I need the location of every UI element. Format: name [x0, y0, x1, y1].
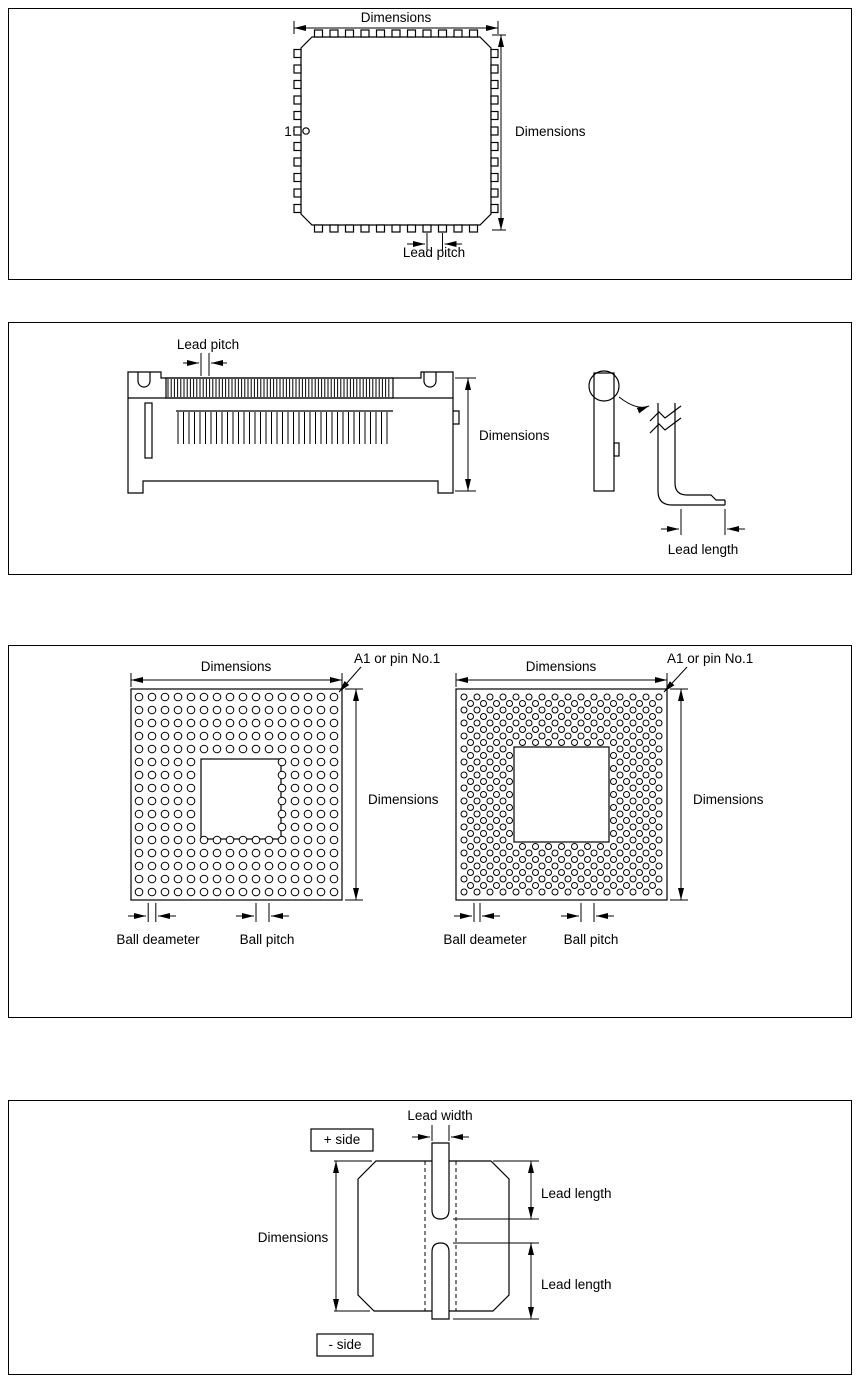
lead-length-top-label: Lead length — [541, 1186, 612, 1201]
lead-length-label: Lead length — [667, 542, 739, 557]
bga-right-balls — [461, 694, 662, 895]
bga-left-ball-diameter-label: Ball deameter — [116, 932, 200, 947]
bga-left-a1-label: A1 or pin No.1 — [354, 651, 441, 666]
plus-side-label: + side — [323, 1132, 361, 1147]
bga-right-ball-diameter-label: Ball deameter — [443, 932, 527, 947]
bga-left-ball-pitch-dimension — [236, 903, 289, 922]
lead-length-bottom-label: Lead length — [541, 1277, 612, 1292]
lead-pitch-label: Lead pitch — [402, 245, 466, 260]
bga-right-dimension-right-label: Dimensions — [693, 792, 764, 807]
pin1-label: 1 — [284, 124, 292, 139]
dimensions-left-label: Dimensions — [257, 1230, 329, 1245]
panel-bga-bottom-views — [8, 645, 852, 1018]
component-body — [358, 1143, 509, 1319]
bga-left-dimension-top — [131, 673, 342, 687]
panel-qfj-top-view — [8, 8, 852, 280]
dimension-right-label: Dimensions — [479, 428, 550, 443]
bga-right-ball-pitch-label: Ball pitch — [563, 932, 619, 947]
bga-left-ball-diameter-dimension — [128, 903, 176, 922]
bga-left-dimension-top-label: Dimensions — [200, 659, 272, 674]
pin1-marker — [303, 128, 309, 134]
dimension-right-label: Dimensions — [515, 124, 586, 139]
lower-lead-comb — [176, 411, 393, 444]
lead-length-dimension — [661, 509, 745, 535]
enlarged-lead-drawing — [650, 403, 725, 505]
bga-right-ball-diameter-dimension — [454, 903, 500, 922]
bga-left-balls — [135, 693, 338, 896]
bga-right-dimension-top-label: Dimensions — [525, 659, 597, 674]
bga-right-ball-pitch-dimension — [561, 903, 614, 922]
panel-module-side-view — [8, 322, 852, 575]
panel-polarized-component — [8, 1100, 852, 1375]
bga-right-a1-label: A1 or pin No.1 — [667, 651, 754, 666]
lead-width-dimension — [412, 1125, 469, 1141]
bga-left-ball-pitch-label: Ball pitch — [239, 932, 295, 947]
dimension-right — [455, 378, 476, 491]
bga-right-dimension-top — [456, 673, 667, 687]
package-body — [301, 37, 491, 225]
lead-pitch-label: Lead pitch — [176, 337, 240, 352]
bga-right-dimension-right — [670, 689, 688, 900]
bga-left-dimension-right-label: Dimensions — [368, 792, 439, 807]
bga-left-dimension-right — [345, 689, 363, 900]
lead-width-label: Lead width — [407, 1108, 473, 1123]
lead-hatching — [168, 379, 389, 397]
detail-callout-component — [589, 371, 649, 491]
minus-side-label: - side — [328, 1337, 362, 1352]
dimension-top-label: Dimensions — [360, 10, 432, 25]
lead-pitch-dimension — [183, 353, 227, 376]
